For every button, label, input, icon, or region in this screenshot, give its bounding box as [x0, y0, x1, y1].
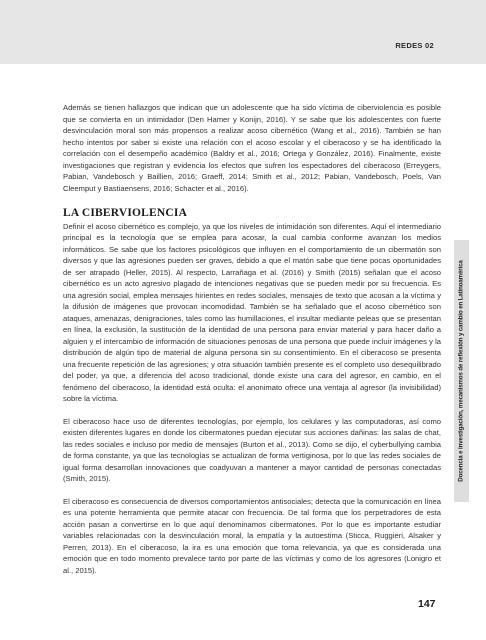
header-bar	[0, 0, 486, 64]
section-paragraph-1: Definir el acoso cibernético es complejo, ya que los niveles de intimidación son diferentes. Aquí el intermediario principal es la tecnología que se emplea para acosar, la cual cambia conforme avanzan los medios informáticos. Se sabe que los factores psicológicos que influyen en el comportamiento de un cibermatón son diversos y que las agresiones pueden ser graves, debido a que el matón sabe que tiene pocas oportunidades de ser atrapado (Heller, 2015). Al respecto, Larrañaga et al. (2016) y Smith (2015) señalan que el acoso cibernético es un acto agresivo plagado de intenciones negativas que se pueden medir por su frecuencia. Es una agresión social, emplea mensajes hirientes en redes sociales, mensajes de texto que acosan a la víctima y la difusión de imágenes que provocan incomodidad. También se ha señalado que el acoso cibernético son ataques, amenazas, denigraciones, tales como las humillaciones, el insultar mediante peleas que se presentan en línea, la exclusión, la sustitución de la identidad de una persona para enviar material y para hacer daño a alguien y el intercambio de información de situaciones penosas de una persona que puede incluir imágenes y la distribución de algún tipo de material de alguna persona sin su consentimiento. En el ciberacoso se presenta una frecuente repetición de las agresiones; y otra situación también presente es el completo uso desequilibrado del poder, ya que, a diferencia del acoso tradicional, donde existe una cara del agresor, en cambio, en el fenómeno del ciberacoso, la identidad está oculta: el anonimato ofrece una ventaja al agresor (la invisibilidad) sobre la víctima.	[63, 221, 441, 403]
side-tab-text: Docencia e investigación, mecanismos de reflexión y cambio en Latinoamérica	[457, 260, 465, 482]
page-number: 147	[418, 598, 436, 610]
section-paragraph-3: El ciberacoso es consecuencia de diversos comportamientos antisociales; detecta que la comunicación en línea es una potente herramienta que permite atacar con frecuencia. De tal forma que los perpetradores de esta acción pasan a convertirse en lo que aquí denominamos cibermatones. Por lo que es importante estudiar variables relacionadas con la desvinculación moral, la empatía y la autoestima (Sticca, Ruggieri, Alsaker y Perren, 2013). En el ciberacoso, la ira es una emoción que toma relevancia, ya que es considerada una emoción que en todo momento prevalece tanto por parte de las víctimas y como de los agresores (Lonigro et al., 2015).	[63, 496, 441, 575]
section-heading: LA CIBERVIOLENCIA	[63, 207, 188, 219]
body-text	[63, 102, 441, 587]
intro-paragraph: Además se tienen hallazgos que indican que un adolescente que ha sido víctima de ciberviolencia es posible que se convierta en un intimidador (Den Hamer y Konijn, 2016). Y se sabe que los adolescentes con fuerte desvinculación moral son más propensos a realizar acoso cibernético (Wang et al., 2016). También se han hecho intentos por saber si existe una relación con el acoso escolar y el ciberacoso y se ha identificado la correlación con el desempeño académico (Baldry et al., 2016; Ortega y González, 2016). Finalmente, existe investigaciones que registran y evidencia los efectos que sufren los espectadores del ciberacoso (Erreygers, Pabian, Vandebosch y Baillien, 2016; Graeff, 2014; Smith et al., 2012; Pabian, Vandebosch, Poels, Van Cleemput y Bastiaensens, 2016; Schacter et al., 2016).	[63, 103, 441, 193]
running-header: REDES 02	[395, 41, 434, 50]
section-paragraph-2: El ciberacoso hace uso de diferentes tecnologías, por ejemplo, los celulares y las computadoras, así como existen diferentes lugares en donde los cibermatones puedan ejecutar sus acciones dañinas: las salas de chat, las redes sociales e incluso por medio de mensajes (Burton et al., 2013). Como se dijo, el cyberbullying cambia de forma constante, ya que las tecnologías se actualizan de forma vertiginosa, por lo que las redes sociales de igual forma desarrollan innovaciones que coadyuvan a mantener a mayor cantidad de personas conectadas (Smith, 2015).	[63, 416, 441, 483]
